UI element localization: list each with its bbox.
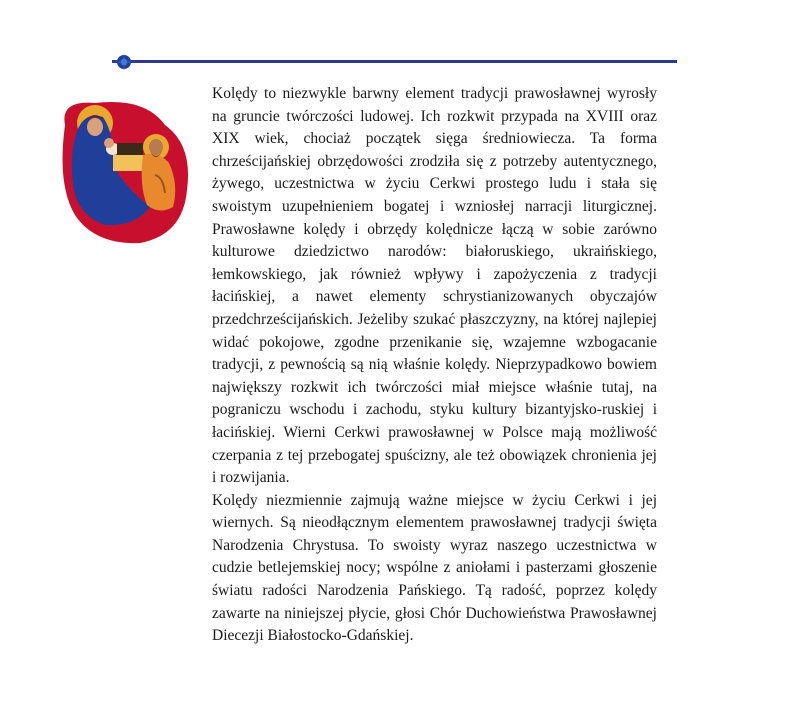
header-rule	[112, 60, 677, 63]
paragraph: Kolędy to niezwykle barwny element tradycji prawosławnej wyrosły na gruncie twórczości ludowej. Ich rozkwit przypada na XVIII oraz XIX wiek, chociaż początek sięga średniowiecza. Ta forma chrześcijańskiej obrzędowości zrodziła się z potrzeby autentycznego, żywego, uczestnictwa w życiu Cerkwi prostego ludu i stała się swoistym uzupełnieniem bogatej i wzniosłej narracji liturgicznej. Prawosławne kolędy i obrzędy kolędnicze łączą w sobie zarówno kulturowe dziedzictwo narodów: białoruskiego, ukraińskiego, łemkowskiego, jak również wpływy i zapożyczenia z tradycji łacińskiej, a nawet elementy schrystianizowanych obyczajów przedchrześcijańskich. Jeżeliby szukać płaszczyzny, na której najlepiej widać pokojowe, zgodne przenikanie się, wzajemne wzbogacanie tradycji, z pewnością są nią właśnie kolędy. Nieprzypadkowo bowiem największy rozkwit ich twórczości miał miejsce właśnie tutaj, na pograniczu wschodu i zachodu, styku kultury bizantyjsko-ruskiej i łacińskiej. Wierni Cerkwi prawosławnej w Polsce mają możliwość czerpania z tej przebogatej spuścizny, ale też obowiązek chronienia jej i rozwijania.	[212, 85, 657, 487]
nativity-icon	[55, 95, 195, 245]
star-ornament-icon	[114, 52, 134, 72]
body-text	[212, 83, 657, 648]
paragraph: Kolędy niezmiennie zajmują ważne miejsce w życiu Cerkwi i jej wiernych. Są nieodłącznym elementem prawosławnej tradycji święta Narodzenia Chrystusa. To swoisty wyraz naszego uczestnictwa w cudzie betlejemskiej nocy; wspólne z aniołami i pasterzami głoszenie światu radości Narodzenia Pańskiego. Tą radość, poprzez kolędy zawarte na niniejszej płycie, głosi Chór Duchowieństwa Prawosławnej Diecezji Białostocko-Gdańskiej.	[212, 491, 657, 645]
